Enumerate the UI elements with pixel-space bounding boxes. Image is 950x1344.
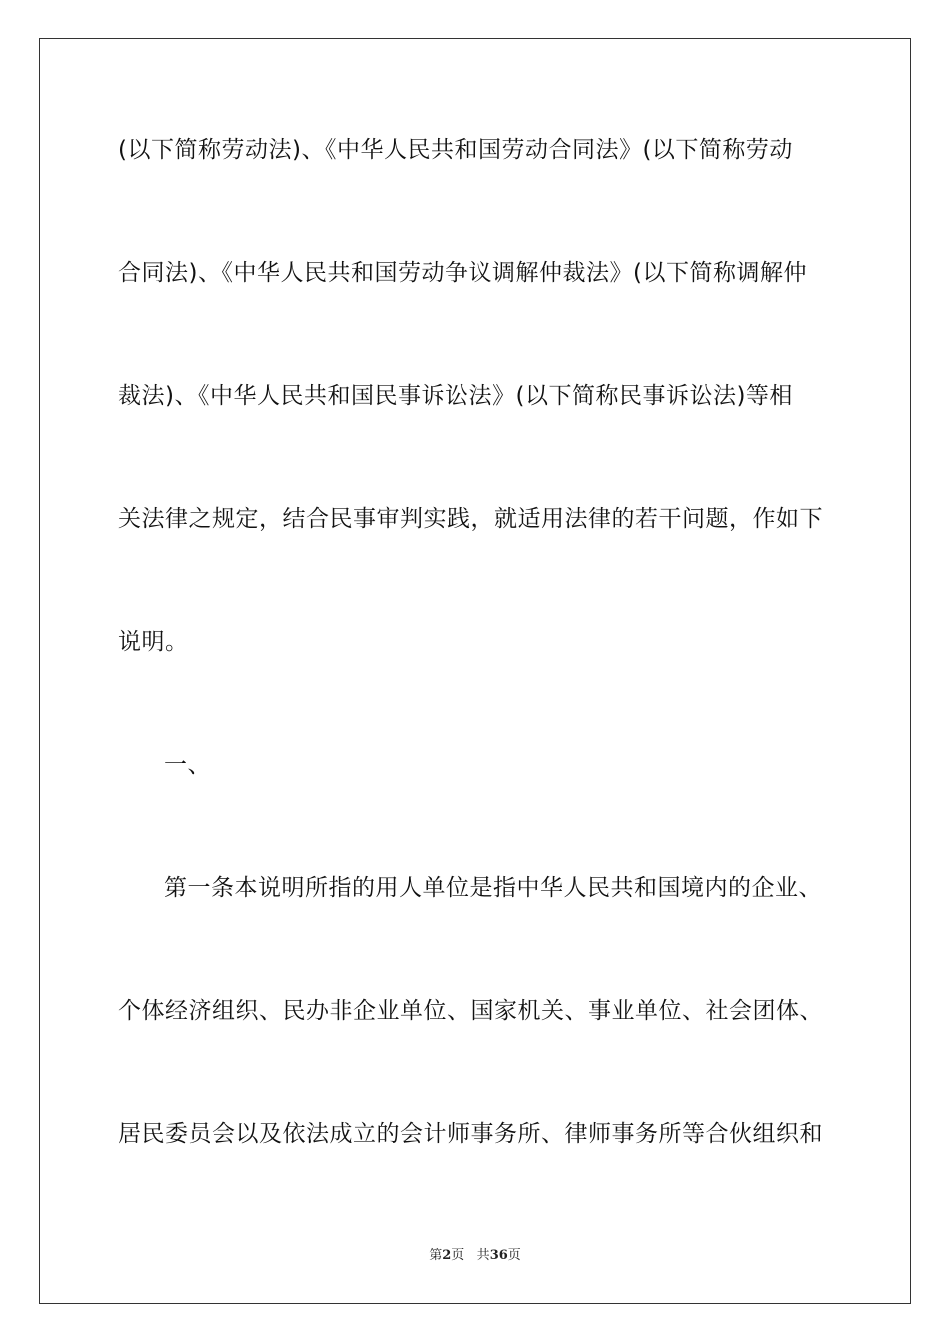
body-text-line-3: 裁法)、《中华人民共和国民事诉讼法》(以下简称民事诉讼法)等相 [118,383,793,409]
body-text-line-1: (以下简称劳动法)、《中华人民共和国劳动合同法》(以下简称劳动 [118,137,793,163]
body-text-line-2: 合同法)、《中华人民共和国劳动争议调解仲裁法》(以下简称调解仲 [118,260,807,286]
footer-total-pages: 36 [489,1248,508,1263]
footer-page-suffix: 页 [451,1248,465,1263]
page-border [39,38,911,1304]
article-text-line-2: 个体经济组织、民办非企业单位、国家机关、事业单位、社会团体、 [118,998,823,1024]
footer-total-prefix: 共 [476,1248,490,1263]
body-text-line-4: 关法律之规定，结合民事审判实践，就适用法律的若干问题，作如下 [118,506,823,532]
article-text-line-3: 居民委员会以及依法成立的会计师事务所、律师事务所等合伙组织和 [118,1121,823,1147]
page-footer [0,1247,950,1265]
footer-page-number: 2 [442,1248,452,1263]
body-text-line-5: 说明。 [118,629,189,655]
footer-page-prefix: 第 [429,1248,443,1263]
section-heading: 一、 [164,752,211,778]
article-text-line-1: 第一条本说明所指的用人单位是指中华人民共和国境内的企业、 [164,875,822,901]
footer-total-suffix: 页 [507,1248,521,1263]
